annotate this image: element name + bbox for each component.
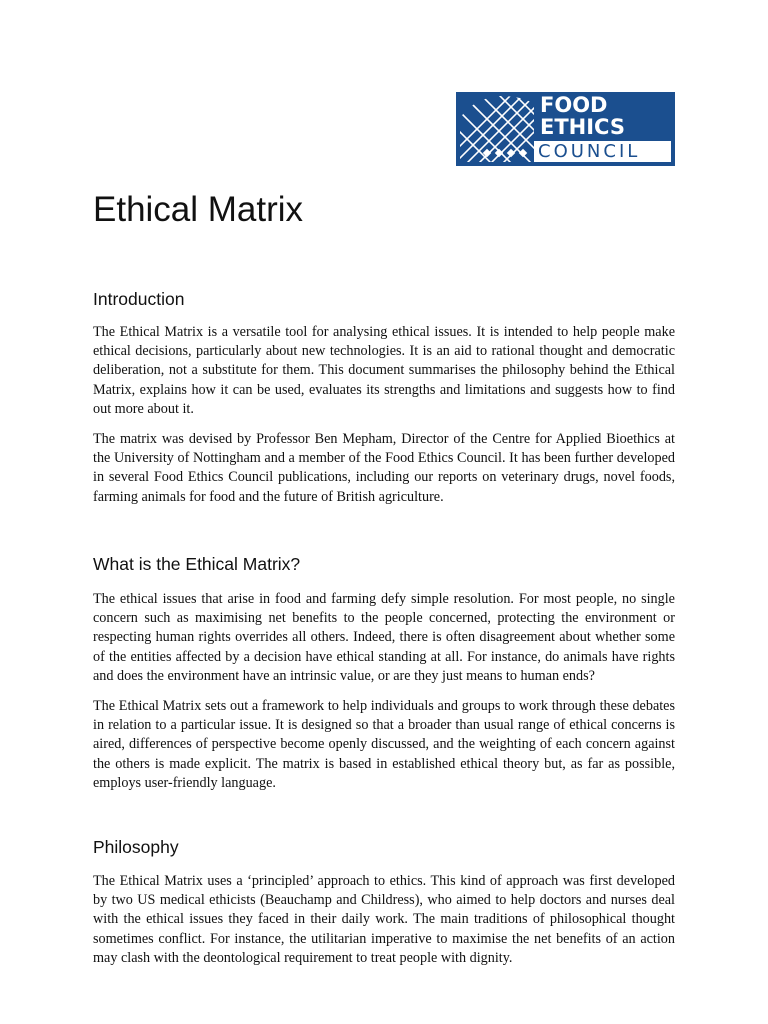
paragraph-what-is-1: The ethical issues that arise in food and farming defy simple resolution. For most people, no single concern such as maximising net benefits to the people concerned, protecting the environment or respecting human rights overrides all others. Indeed, there is often disagreement about whether some of the entities affected by a decision have ethical standing at all. For instance, do animals have rights and does the environment have an intrinsic value, or are they just means to human ends? <box>93 591 675 684</box>
paragraph-intro-2: The matrix was devised by Professor Ben Mepham, Director of the Centre for Applied Bioethics at the University of Nottingham and a member of the Food Ethics Council. It has been further developed in several Food Ethics Council publications, including our reports on veterinary drugs, novel foods, farming animals for food and the future of British agriculture. <box>93 431 675 505</box>
logo-text-food: FOOD <box>540 93 608 117</box>
paragraph-intro-1: The Ethical Matrix is a versatile tool for analysing ethical issues. It is intended to help people make ethical decisions, particularly about new technologies. It is an aid to rational thought and democratic deliberation, not a substitute for them. This document summarises the philosophy behind the Ethical Matrix, explains how it can be used, evaluates its strengths and limitations and suggests how to find out more about it. <box>93 324 675 417</box>
section-heading-what-is: What is the Ethical Matrix? <box>93 554 301 574</box>
logo-text-ethics: ETHICS <box>540 115 625 139</box>
section-heading-philosophy: Philosophy <box>93 837 179 857</box>
paragraph-philosophy-1: The Ethical Matrix uses a ‘principled’ approach to ethics. This kind of approach was first developed by two US medical ethicists (Beauchamp and Childress), who aimed to help doctors and nurses deal with the ethical issues they faced in their daily work. The main traditions of philosophical thought sometimes conflict. For instance, the utilitarian imperative to maximise the net benefits of an action may clash with the deontological requirement to treat people with dignity. <box>93 873 675 966</box>
paragraph-what-is-2: The Ethical Matrix sets out a framework to help individuals and groups to work through these debates in relation to a particular issue. It is designed so that a broader than usual range of ethical concerns is aired, differences of perspective become openly discussed, and the weighting of each concern against the others is made explicit. The matrix is based in established ethical theory but, as far as possible, employs user-friendly language. <box>93 698 675 791</box>
food-ethics-council-logo <box>456 92 675 166</box>
section-heading-introduction: Introduction <box>93 289 185 309</box>
lattice-globe-icon <box>460 96 534 162</box>
page-title: Ethical Matrix <box>93 190 304 229</box>
logo-text-council: COUNCIL <box>538 141 641 162</box>
